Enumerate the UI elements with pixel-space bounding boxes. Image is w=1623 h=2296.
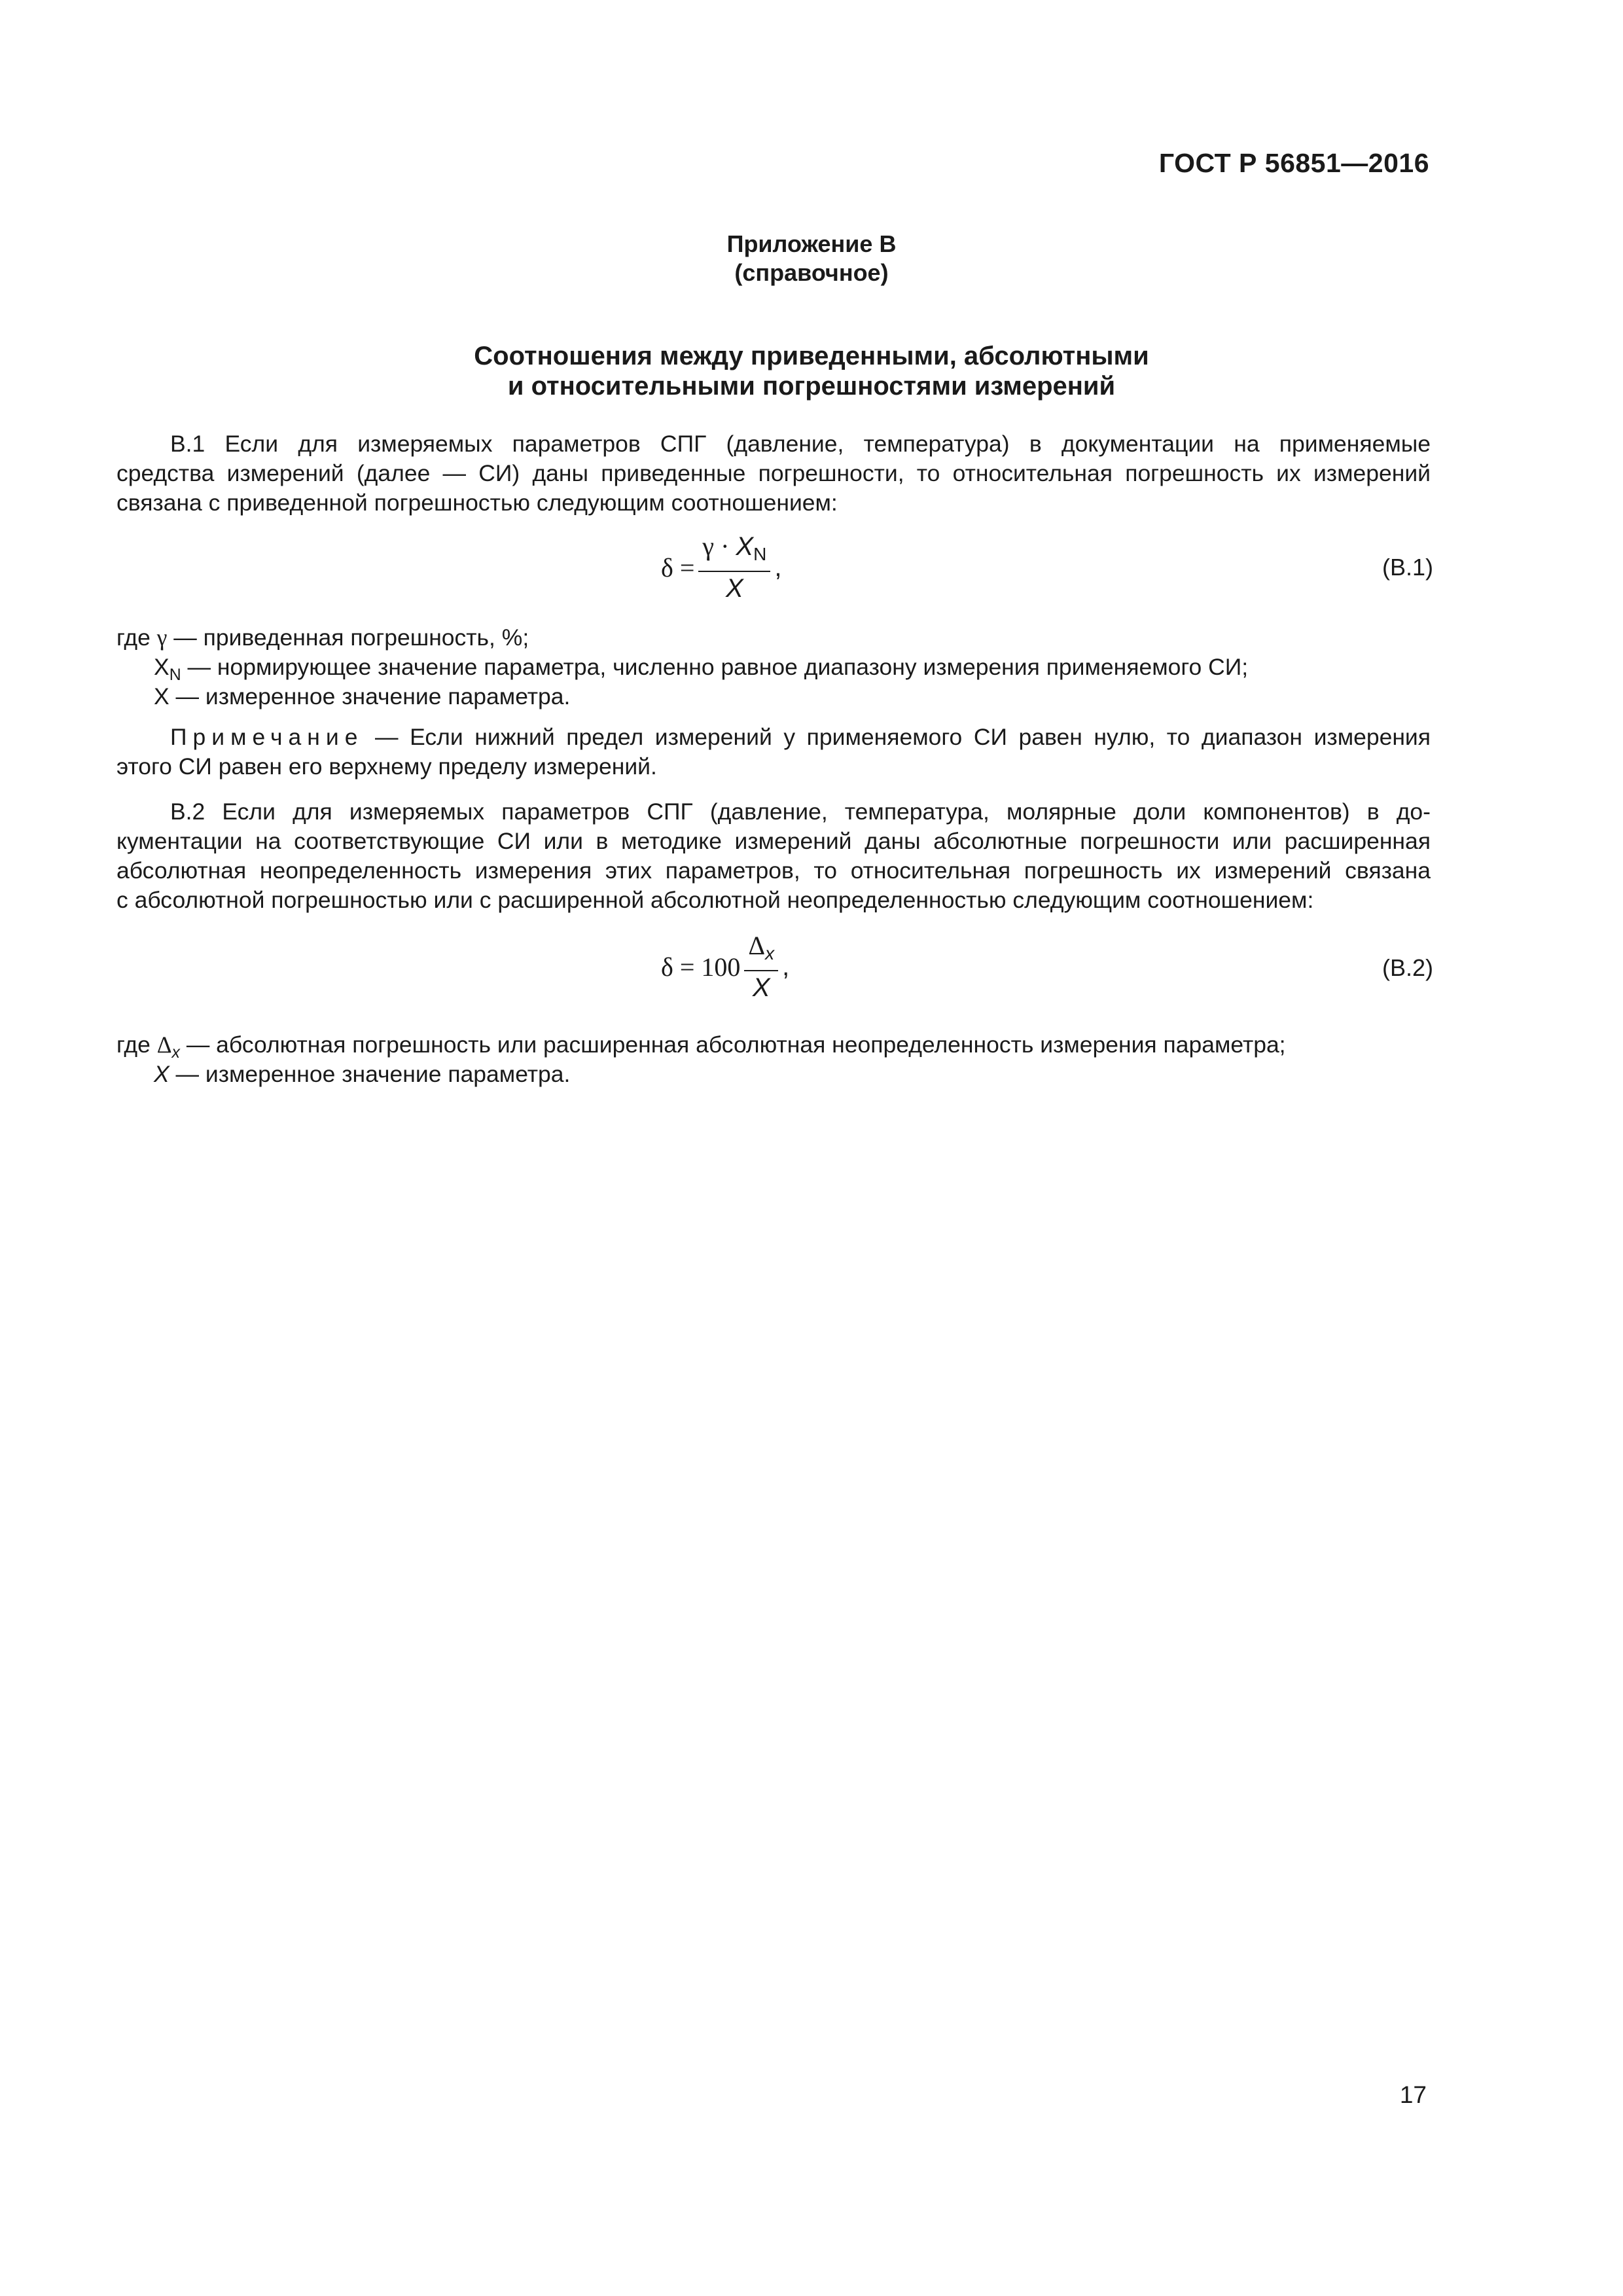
note-paragraph: [116, 723, 1431, 781]
formula-b1-lhs: δ =: [661, 552, 695, 583]
section-title-line-2: и относительными погрешностями измерений: [507, 372, 1116, 401]
formula-b2-fraction: [744, 931, 778, 1003]
paragraph-b2-line-2: кументации на соответствующие СИ или в методике измерений даны абсолютные погрешности или расширенная: [116, 828, 1431, 854]
paragraph-b1: [116, 429, 1431, 518]
delta-symbol: Δ: [156, 1031, 172, 1058]
formula-b2-lhs: δ = 100: [661, 952, 741, 982]
formula-b1-number: (В.1): [1382, 554, 1433, 581]
formula-b1-comma: ,: [774, 552, 782, 582]
paragraph-b2: [116, 797, 1431, 915]
definition-gamma: где γ — приведенная погрешность, %;: [116, 624, 529, 651]
formula-b2-number: (В.2): [1382, 954, 1433, 981]
formula-b2-numerator: $\Delta_x$: [744, 931, 778, 971]
formula-b2: [661, 931, 789, 1003]
gamma-symbol: γ: [156, 624, 168, 651]
note-label: Примечание: [170, 724, 364, 750]
paragraph-b2-line-1: В.2 Если для измеряемых параметров СПГ (давление, температура, молярные доли компонентов) в до-: [170, 798, 1431, 825]
appendix-label: Приложение В: [726, 230, 897, 257]
x-symbol: X: [154, 683, 169, 709]
paragraph-b2-line-3: абсолютная неопределенность измерения этих параметров, то относительная погрешность их измерений связана: [116, 857, 1431, 884]
formula-b1-fraction: [698, 531, 770, 603]
definition-x-b2: X — измеренное значение параметра.: [154, 1061, 571, 1087]
paragraph-b1-line-2: средства измерений (далее — СИ) даны приведенные погрешности, то относительная погрешность их измерений: [116, 460, 1431, 486]
definition-x: X — измеренное значение параметра.: [154, 683, 571, 709]
formula-b1-denominator: X: [726, 574, 743, 603]
paragraph-b1-line-3: связана с приведенной погрешностью следующим соотношением:: [116, 490, 838, 516]
note-line-2: этого СИ равен его верхнему пределу измерений.: [116, 753, 657, 780]
page-number: 17: [1399, 2081, 1427, 2108]
definition-delta: где $\Delta_x$ — абсолютная погрешность или расширенная абсолютная неопределенность измерения параметра;: [116, 1031, 1286, 1062]
xn-symbol: X: [154, 654, 169, 680]
definition-xn: $X_N$ — нормирующее значение параметра, численно равное диапазону измерения применяемого СИ;: [154, 654, 1249, 684]
note-line-1: Примечание — Если нижний предел измерений у применяемого СИ равен нулю, то диапазон измерения: [170, 724, 1431, 750]
paragraph-b2-line-4: с абсолютной погрешностью или с расширенной абсолютной неопределенностью следующим соотношением:: [116, 887, 1314, 913]
formula-b2-comma: ,: [782, 952, 790, 981]
formula-b2-denominator: X: [752, 973, 770, 1002]
formula-b1: [661, 531, 781, 603]
document-code: ГОСТ Р 56851—2016: [1158, 148, 1429, 178]
appendix-type: (справочное): [734, 259, 889, 286]
formula-b1-numerator: $\gamma \cdot X_N$: [698, 531, 770, 572]
paragraph-b1-line-1: В.1 Если для измеряемых параметров СПГ (давление, температура) в документации на применяемые: [170, 431, 1431, 457]
x-symbol-b2: X: [154, 1061, 169, 1087]
section-title-line-1: Соотношения между приведенными, абсолютными: [474, 342, 1149, 370]
